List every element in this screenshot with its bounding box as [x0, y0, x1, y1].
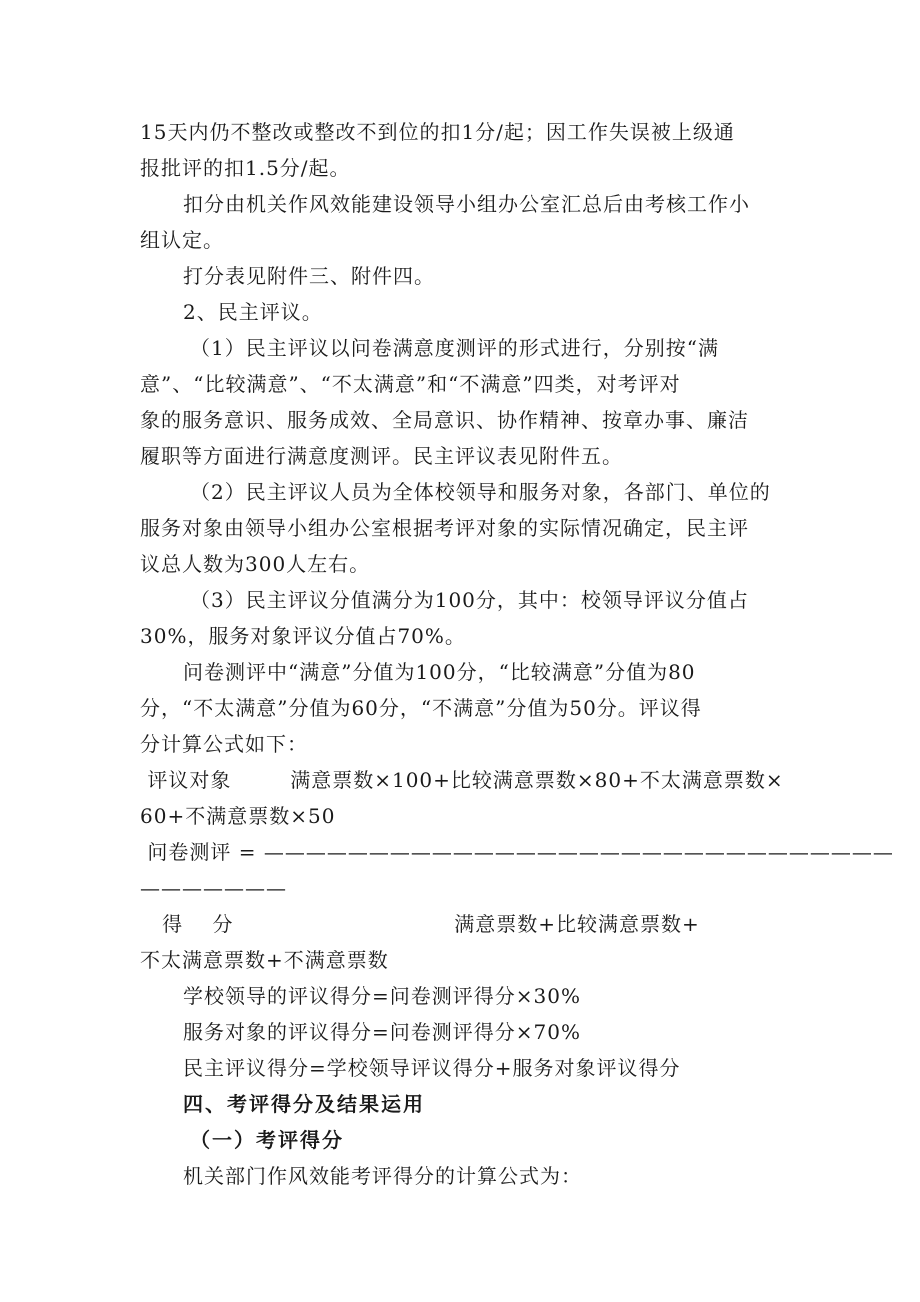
paragraph-line: 履职等方面进行满意度测评。民主评议表见附件五。 — [140, 444, 623, 468]
paragraph-line: 扣分由机关作风效能建设领导小组办公室汇总后由考核工作小 — [183, 192, 750, 216]
formula-line: 不太满意票数+不满意票数 — [140, 948, 389, 972]
formula-line: 问卷测评 = —————————————————————————————— — [140, 840, 894, 864]
paragraph-line: 民主评议得分=学校领导评议得分+服务对象评议得分 — [183, 1056, 681, 1080]
paragraph-line: 学校领导的评议得分=问卷测评得分×30% — [183, 984, 581, 1008]
paragraph-line: 30%，服务对象评议分值占70%。 — [140, 624, 466, 648]
paragraph-line: 分，“不太满意”分值为60分，“不满意”分值为50分。评议得 — [140, 696, 702, 720]
paragraph-line: 服务对象由领导小组办公室根据考评对象的实际情况确定，民主评 — [140, 516, 749, 540]
formula-line: 得 分 满意票数+比较满意票数+ — [140, 912, 700, 936]
subsection-heading: （一）考评得分 — [190, 1128, 344, 1152]
paragraph-line: 象的服务意识、服务成效、全局意识、协作精神、按章办事、廉洁 — [140, 408, 749, 432]
section-heading: 四、考评得分及结果运用 — [183, 1092, 425, 1116]
formula-line: 评议对象 满意票数×100+比较满意票数×80+不太满意票数× — [140, 768, 784, 792]
paragraph-line: 分计算公式如下： — [140, 732, 308, 756]
paragraph-line: （1）民主评议以问卷满意度测评的形式进行，分别按“满 — [190, 336, 719, 360]
section-heading: 2、民主评议。 — [183, 300, 323, 324]
paragraph-line: （3）民主评议分值满分为100分，其中：校领导评议分值占 — [190, 588, 749, 612]
paragraph-line: 问卷测评中“满意”分值为100分，“比较满意”分值为80 — [183, 660, 696, 684]
paragraph-line: 机关部门作风效能考评得分的计算公式为： — [183, 1164, 582, 1188]
paragraph-line: 服务对象的评议得分=问卷测评得分×70% — [183, 1020, 581, 1044]
paragraph-line: 报批评的扣1.5分/起。 — [140, 156, 351, 180]
paragraph-line: 意”、“比较满意”、“不太满意”和“不满意”四类，对考评对 — [140, 372, 681, 396]
formula-line: 60+不满意票数×50 — [140, 804, 336, 828]
formula-line: ——————— — [140, 876, 287, 900]
paragraph-line: （2）民主评议人员为全体校领导和服务对象，各部门、单位的 — [190, 480, 771, 504]
paragraph-line: 议总人数为300人左右。 — [140, 552, 371, 576]
paragraph-line: 15天内仍不整改或整改不到位的扣1分/起；因工作失误被上级通 — [140, 120, 735, 144]
paragraph-line: 打分表见附件三、附件四。 — [183, 264, 435, 288]
paragraph-line: 组认定。 — [140, 228, 224, 252]
